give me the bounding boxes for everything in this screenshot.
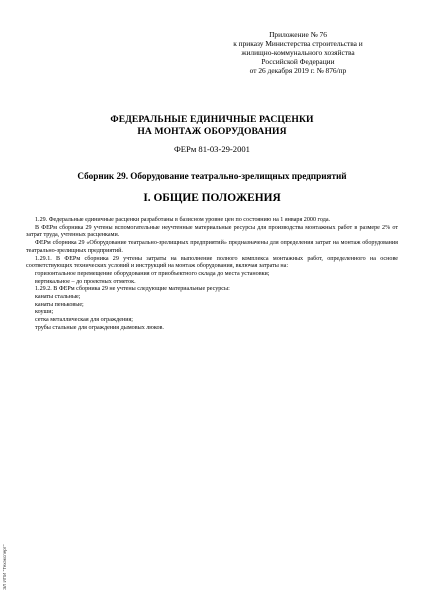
paragraph: 1.29.1. В ФЕРм сборника 29 учтены затраты на выполнение полного комплекса монтажных работ, определенного на основе соответствующих технических условий и инструкций на монтаж оборудования, включая затраты на: [26,255,398,270]
list-item: канаты стальные; [35,294,81,301]
appendix-line: жилищно-коммунального хозяйства [241,48,355,58]
collection-title: Сборник 29. Оборудование театрально-зрелищных предприятий [77,171,347,181]
document-code: ФЕРм 81-03-29-2001 [174,144,250,154]
paragraph: ФЕРм сборника 29 «Оборудование театрально-зрелищных предприятий» предназначены для определения затрат на монтаж оборудования театрально-зрелищных предприятий. [26,240,398,254]
body-text [26,217,398,333]
paragraph: 1.29. Федеральные единичные расценки разработаны в базисном уровне цен по состоянию на 1 января 2000 года. [35,217,331,223]
paragraph: 1.29.2. В ФЕРм сборника 29 не учтены следующие материальные ресурсы: [35,286,230,293]
list-item: канаты пеньковые; [35,301,84,308]
section-heading: I. ОБЩИЕ ПОЛОЖЕНИЯ [143,192,281,204]
appendix-line: к приказу Министерства строительства и [233,39,363,49]
list-item: сетка металлическая для ограждения; [35,317,133,324]
appendix-line: от 26 декабря 2019 г. № 876/пр [249,66,347,76]
list-item: коуши; [35,309,54,316]
list-item: вертикальное – до проектных отметок. [35,278,136,285]
source-stamp: ЭЛ ИПИ "Техэксперт" [2,544,7,590]
paragraph: В ФЕРм сборника 29 учтены вспомогательные неучтенные материальные ресурсы для производства монтажных работ в размере 2% от затрат труда, учтенных расценками. [26,224,398,239]
list-item: трубы стальные для ограждения дымовых люков. [35,324,164,331]
title-line-2: НА МОНТАЖ ОБОРУДОВАНИЯ [137,125,287,137]
list-item: горизонтальное перемещение оборудования от приобъектного склада до места установки; [35,270,270,277]
appendix-line: Приложение № 76 [269,30,327,39]
appendix-reference [198,30,398,75]
appendix-line: Российской Федерации [261,57,335,67]
title-line-1: ФЕДЕРАЛЬНЫЕ ЕДИНИЧНЫЕ РАСЦЕНКИ [110,114,314,125]
document-title [0,114,424,137]
